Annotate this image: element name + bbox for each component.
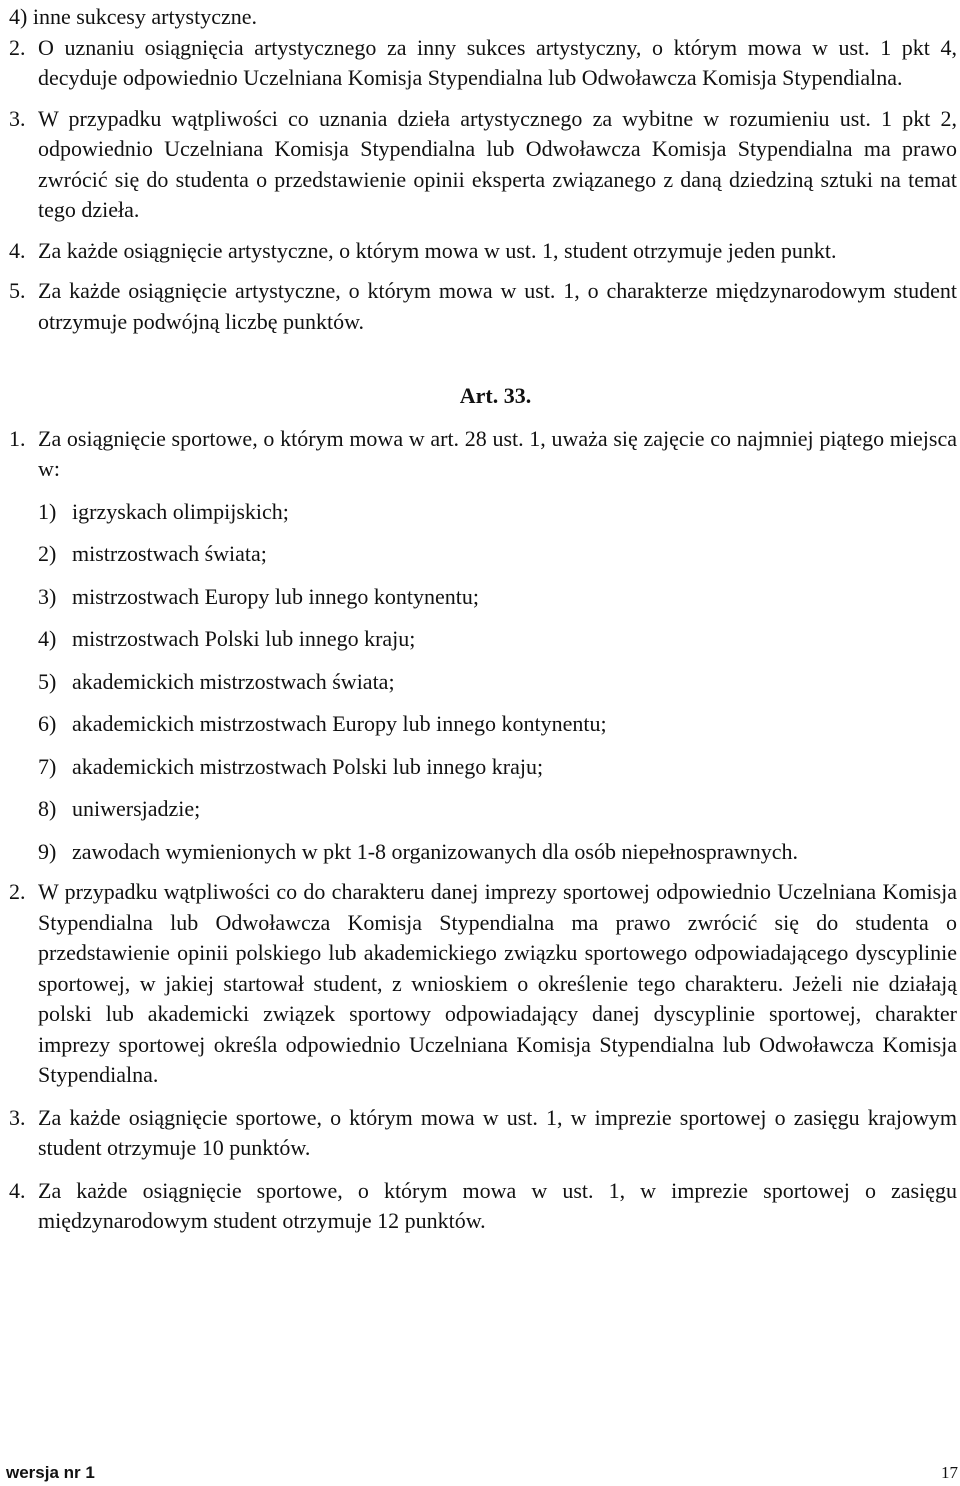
paragraph-text: W przypadku wątpliwości co uznania dzieła artystycznego za wybitne w rozumieniu ust. 1 pkt 2, odpowiednio Uczelniana Komisja Stypendialna lub Odwoławcza Komisja Stypendialna ma prawo zwrócić się do studenta o przedstawienie opinii eksperta związanego z daną dziedziną sztuki na temat tego dzieła. bbox=[38, 105, 957, 222]
list-item bbox=[9, 709, 957, 740]
paragraph-number: 2. bbox=[9, 879, 26, 904]
list-item bbox=[9, 752, 957, 783]
paragraph-art32-ust5 bbox=[9, 276, 957, 337]
article-heading: Art. 33. bbox=[459, 383, 532, 408]
document-page bbox=[9, 2, 957, 1237]
list-item bbox=[9, 582, 957, 613]
paragraph-text: Za każde osiągnięcie sportowe, o którym mowa w ust. 1, w imprezie sportowej o zasięgu krajowym student otrzymuje 10 punktów. bbox=[38, 1104, 957, 1160]
list-item-number: 5) bbox=[38, 668, 57, 694]
list-item-text: akademickich mistrzostwach Polski lub innego kraju; bbox=[72, 753, 544, 779]
paragraph-text: Za każde osiągnięcie sportowe, o którym mowa w ust. 1, w imprezie sportowej o zasięgu międzynarodowym student otrzymuje 12 punktów. bbox=[38, 1177, 957, 1233]
paragraph-text: O uznaniu osiągnięcia artystycznego za inny sukces artystyczny, o którym mowa w ust. 1 pkt 4, decyduje odpowiednio Uczelniana Komisja Stypendialna lub Odwoławcza Komisja Stypendialna. bbox=[38, 34, 957, 90]
list-item-number: 4) bbox=[38, 626, 57, 651]
version-label: wersja nr 1 bbox=[6, 1463, 95, 1482]
list-item-text: mistrzostwach Europy lub innego kontynentu; bbox=[72, 583, 479, 609]
list-item-text: mistrzostwach Polski lub innego kraju; bbox=[72, 626, 416, 651]
list-item-number: 2) bbox=[38, 541, 57, 566]
list-item-text: mistrzostwach świata; bbox=[72, 541, 267, 566]
page-number: 17 bbox=[941, 1463, 958, 1482]
paragraph-number: 3. bbox=[9, 1104, 26, 1130]
paragraph-art32-ust4 bbox=[9, 236, 957, 267]
list-item-text: akademickich mistrzostwach świata; bbox=[72, 668, 395, 694]
paragraph-art33-ust4 bbox=[9, 1176, 957, 1237]
paragraph-art33-ust3 bbox=[9, 1103, 957, 1164]
paragraph-art33-ust2 bbox=[9, 877, 957, 1091]
list-item-inne-sukcesy: 4) inne sukcesy artystyczne. bbox=[9, 4, 258, 29]
list-item-number: 3) bbox=[38, 583, 57, 609]
list-item bbox=[9, 497, 957, 528]
list-item-number: 8) bbox=[38, 796, 57, 821]
list-item-number: 7) bbox=[38, 753, 57, 779]
paragraph-text: Za każde osiągnięcie artystyczne, o którym mowa w ust. 1, student otrzymuje jeden punkt. bbox=[38, 237, 837, 263]
list-item-text: igrzyskach olimpijskich; bbox=[72, 498, 289, 524]
paragraph-number: 4. bbox=[9, 237, 26, 263]
paragraph-text: W przypadku wątpliwości co do charakteru danej imprezy sportowej odpowiednio Uczelniana Komisja Stypendialna lub Odwoławcza Komisja Stypendialna ma prawo zwrócić się do studenta o przedstawienie opinii polskiego lub akademickiego związku sportowego odpowiadającego dyscyplinie sportowej, w jakiej startował student, z wnioskiem o określenie tego charakteru. Jeżeli nie działają polski lub akademicki związek sportowy odpowiadający danej dyscyplinie sportowej, charakter imprezy sportowej określa odpowiednio Uczelniana Komisja Stypendialna lub Odwoławcza Komisja Stypendialna. bbox=[38, 879, 957, 1087]
list-item bbox=[9, 624, 957, 655]
paragraph-number: 2. bbox=[9, 34, 26, 60]
page-footer bbox=[6, 1463, 958, 1483]
list-item-text: akademickich mistrzostwach Europy lub innego kontynentu; bbox=[72, 711, 607, 736]
paragraph-number: 1. bbox=[9, 425, 26, 451]
list-item-number: 6) bbox=[38, 711, 57, 736]
list-item-number: 1) bbox=[38, 498, 57, 524]
list-item-number: 9) bbox=[38, 838, 57, 864]
paragraph-number: 4. bbox=[9, 1177, 26, 1203]
list-item bbox=[9, 667, 957, 698]
paragraph-text: Za każde osiągnięcie artystyczne, o którym mowa w ust. 1, o charakterze międzynarodowym student otrzymuje podwójną liczbę punktów. bbox=[38, 278, 957, 334]
paragraph-art33-ust1 bbox=[9, 424, 957, 485]
paragraph-art32-ust3 bbox=[9, 104, 957, 226]
paragraph-number: 5. bbox=[9, 278, 26, 303]
list-item bbox=[9, 837, 957, 868]
paragraph-number: 3. bbox=[9, 105, 26, 131]
paragraph-art32-ust2 bbox=[9, 33, 957, 94]
list-item-text: uniwersjadzie; bbox=[72, 796, 201, 821]
list-item bbox=[9, 539, 957, 570]
paragraph-text: Za osiągnięcie sportowe, o którym mowa w art. 28 ust. 1, uważa się zajęcie co najmniej piątego miejsca w: bbox=[38, 425, 957, 481]
list-item bbox=[9, 794, 957, 825]
list-item-text: zawodach wymienionych w pkt 1-8 organizowanych dla osób niepełnosprawnych. bbox=[72, 838, 799, 864]
